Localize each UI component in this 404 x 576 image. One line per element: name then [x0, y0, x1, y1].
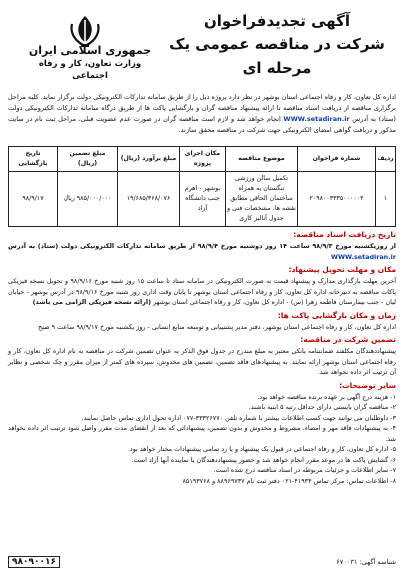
docs-text: از روزیکشنبه مورخ ۹۸/۹/۳ ساعت ۱۴ روز دوشنبه مورخ ۹۸/۹/۴ از طریق سامانه تدارکات الکترونیکی دولت (ستاد) به آدرس	[8, 242, 396, 250]
header-estimate: مبلغ برآورد (ریال)	[118, 147, 180, 172]
cell-row-number: ۱	[376, 172, 396, 227]
header	[8, 6, 396, 92]
docs-section-title: تاریخ دریافت اسناد مناقصه:	[293, 230, 396, 239]
header-guarantee: مبلغ تضمین (ریال)	[58, 147, 118, 172]
header-subject: موضوع مناقصه	[226, 147, 298, 172]
list-item: ۶- گشایش پاکت ها در موعد مقرر انجام خواهد شد و حضور پیشنهاددهندگان یا نماینده آنها آزاد است.	[131, 455, 396, 464]
cell-opening-date: ۹۸/۹/۱۷	[9, 172, 58, 227]
deadline-note: (ارائه نسخه فیزیکی الزامی می باشد)	[32, 298, 152, 306]
list-item: ۷- سایر اطلاعات و جزئیات مربوطه در اسناد مناقصه درج شده است.	[213, 466, 396, 474]
intro-text-b: انجام خواهد شد و لازم است مناقصه گران در صورت عدم عضویت قبلی، مراحل ثبت نام در سایت مذکور و دریافت گواهی امضای الکترونیکی جهت شرکت در مناقصه محقق سازند.	[8, 115, 396, 134]
cell-location: بوشهر - اهرم جنب دانشگاه آزاد	[180, 172, 226, 227]
list-item: ۴- به پیشنهادات فاقد مهر و امضاء، مشروط و مخدوش و بدون تضمین، پیشنهاداتی که بعد از انقضای مدت مقرر واصل شود ترتیب اثر داده نخواهد شد.	[8, 424, 396, 443]
other-notes-title: سایر توضیحات:	[339, 380, 396, 390]
header-row-number: ردیف	[376, 147, 396, 172]
cell-call-number: ۲۰۹۸۰۰۳۳۳۵۰۰۰۰۰۴	[298, 172, 376, 227]
opening-section-title: زمان و مکان بازگشایی پاکت ها:	[277, 310, 396, 320]
docs-section-text	[8, 241, 396, 262]
list-item: ۳- داوطلبان می توانند جهت کسب اطلاعات بیشتر با شماره تلفن ۳۳۳۲۶۷۷۰-۰۷۷ اداره تحول اداری تماس حاصل نمایند.	[81, 413, 396, 422]
title-block	[162, 10, 392, 80]
docs-url-link[interactable]: WWW.setadiran.ir	[330, 252, 396, 261]
intro-text-a: اداره کل تعاون، کار و رفاه اجتماعی استان بوشهر در نظر دارد پروژه ذیل را از طریق سامانه تدارکات الکترونیکی دولت برگزار نماید. کلیه مراحل برگزاری مناقصه از دریافت اسناد مناقصه تا ارائه پیشنهاد مناقصه گران و بازگشایی پاکت ها از طریق درگاه سامانه تدارکات الکترونیکی دولت (ستاد) به آدرس	[8, 93, 396, 123]
table-header-row	[9, 147, 396, 172]
ministry-block	[20, 44, 160, 82]
guarantee-section-title: تضمین شرکت در مناقصه:	[300, 335, 396, 344]
page-subtitle: شرکت در مناقصه عمومی یک مرحله ای	[169, 35, 385, 77]
guarantee-section-text: پیشنهاددهندگان مکلفند ضمانتنامه بانکی معتبر به مبلغ مندرج در جدول فوق الذکر به عنوان تضمین شرکت در مناقصه به نام اداره کل تعاون، کار و رفاه اجتماعی استان بوشهر ارائه نمایند. به پیشنهادهای فاقد تضمین، تضمین های مخدوش، سپرده های کمتر از میزان مقرر و چک شخصی و نظایر آن ترتیب اثر داده نخواهد شد.	[8, 347, 396, 376]
deadline-section-title: مکان و مهلت تحویل پیشنهاد:	[288, 265, 396, 274]
list-item: ۸- اطلاعات تماس: مرکز تماس ۴۱۹۳۴-۰۲۱ دفتر ثبت نام ۸۸۹۶۹۷۳۷ و ۸۵۱۹۳۷۶۸	[182, 476, 396, 485]
iran-emblem-icon	[66, 14, 104, 48]
header-opening-date: تاریخ بازگشایی	[9, 147, 58, 172]
deadline-section-text	[8, 276, 396, 308]
ministry-line-2: وزارت تعاون، کار و رفاه اجتماعی	[38, 59, 142, 81]
footer	[8, 556, 396, 570]
intro-url-link[interactable]: WWW.setadiran.ir	[283, 115, 350, 123]
tender-table	[8, 146, 396, 227]
list-item: ۵- اداره کل تعاون، کار و رفاه اجتماعی در قبول یک پیشنهاد و یا رد تمامی پیشنهادات مختار خواهد بود.	[127, 445, 396, 453]
header-location: مکان اجرای پروژه	[180, 147, 226, 172]
list-item: ۲- مناقصه گران بایستی دارای حداقل رتبه ۵ ابنیه باشند.	[248, 403, 396, 411]
deadline-text: آخرین مهلت بارگذاری مدارک و پیشنهاد قیمت به صورت الکترونیکی در سامانه ستاد تا ساعت ۱۵ روز شنبه مورخ ۹۸/۹/۱۶ و تحویل نسخه فیزیکی پاکات مناقصه به دبیرخانه اداره کل تعاون، کار و رفاه اجتماعی استان بوشهر تا پایان وقت اداری روز شنبه مورخ ۹۸/۹/۱۶ در آدرس بوشهر - خیابان لیان - جنب بیمارستان فاطمه زهرا (س) - اداره کل تعاون، کار و رفاه اجتماعی استان بوشهر	[8, 277, 396, 306]
list-item: ۱- هزینه درج آگهی بر عهده برنده مناقصه خواهد بود.	[257, 392, 396, 401]
notes-list	[8, 392, 396, 487]
cell-subject: تکمیل سالن ورزشی تنگستان به همراه ساختمان الحاقی مطابق نقشه ها، مشخصات فنی و جدول آنالیز کاری	[226, 172, 298, 227]
table-row	[9, 172, 396, 227]
intro-paragraph	[8, 92, 396, 140]
header-call-number: شماره فراخوان	[298, 147, 376, 172]
cell-guarantee: ۹۸۵/۰۰۰/۰۰۰ ریال	[58, 172, 118, 227]
publication-code: ۹۸۰۹۰۰۱۶	[8, 556, 60, 568]
ad-id-label: شناسه آگهی: ۶۷۰۰۳۱	[336, 558, 396, 566]
page-title: آگهی تجدیدفراخوان	[203, 12, 351, 30]
cell-estimate: ۱۹/۶۸۵/۳۶۸/۰۷۶	[118, 172, 180, 227]
ministry-line-1: جمهوری اسلامی ایران	[28, 44, 152, 57]
opening-section-text: اداره کل تعاون، کار و رفاه اجتماعی استان بوشهر، دفتر مدیر پشتیبانی و توسعه منابع انسانی - روز یکشنبه مورخ ۹۸/۹/۱۷ ساعت ۹ صبح	[38, 322, 396, 331]
